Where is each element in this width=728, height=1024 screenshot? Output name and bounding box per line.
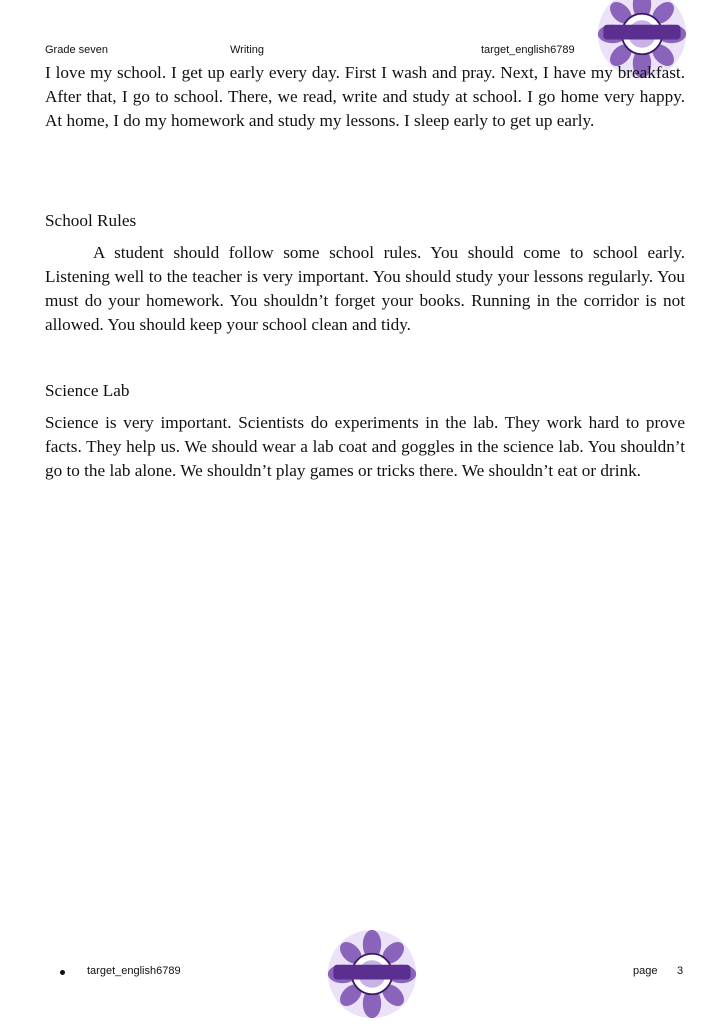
intro-paragraph: I love my school. I get up early every day. First I wash and pray. Next, I have my breakfast. After that, I go to school. There, we read, write and study at school. I go home very happy. At home, I do my homework and study my lessons. I sleep early to get up early.	[45, 63, 685, 130]
school-rules-paragraph: A student should follow some school rules. You should come to school early. Listening well to the teacher is very important. You should study your lessons regularly. You must do your homework. You shouldn’t forget your books. Running in the corridor is not allowed. You should keep your school clean and tidy.	[45, 243, 685, 334]
page-content	[45, 61, 685, 483]
science-lab-paragraph: Science is very important. Scientists do experiments in the lab. They work hard to prove facts. They help us. We should wear a lab coat and goggles in the science lab. You shouldn’t go to the lab alone. We shouldn’t play games or tricks there. We shouldn’t eat or drink.	[45, 413, 685, 480]
footer-page-label: page	[633, 965, 658, 977]
section-title-school-rules: School Rules	[45, 211, 137, 230]
header-subject: Writing	[230, 44, 265, 56]
intro-section	[45, 61, 685, 133]
page-footer	[60, 965, 700, 981]
footer-handle: target_english6789	[87, 965, 181, 977]
header-handle: target_english6789	[481, 44, 575, 56]
school-rules-section	[45, 209, 685, 337]
footer-page-number: 3	[677, 965, 684, 977]
section-title-science-lab: Science Lab	[45, 381, 130, 400]
header-grade: Grade seven	[45, 44, 108, 56]
bullet-icon	[60, 970, 65, 975]
page-header	[45, 44, 605, 60]
science-lab-section	[45, 379, 685, 483]
